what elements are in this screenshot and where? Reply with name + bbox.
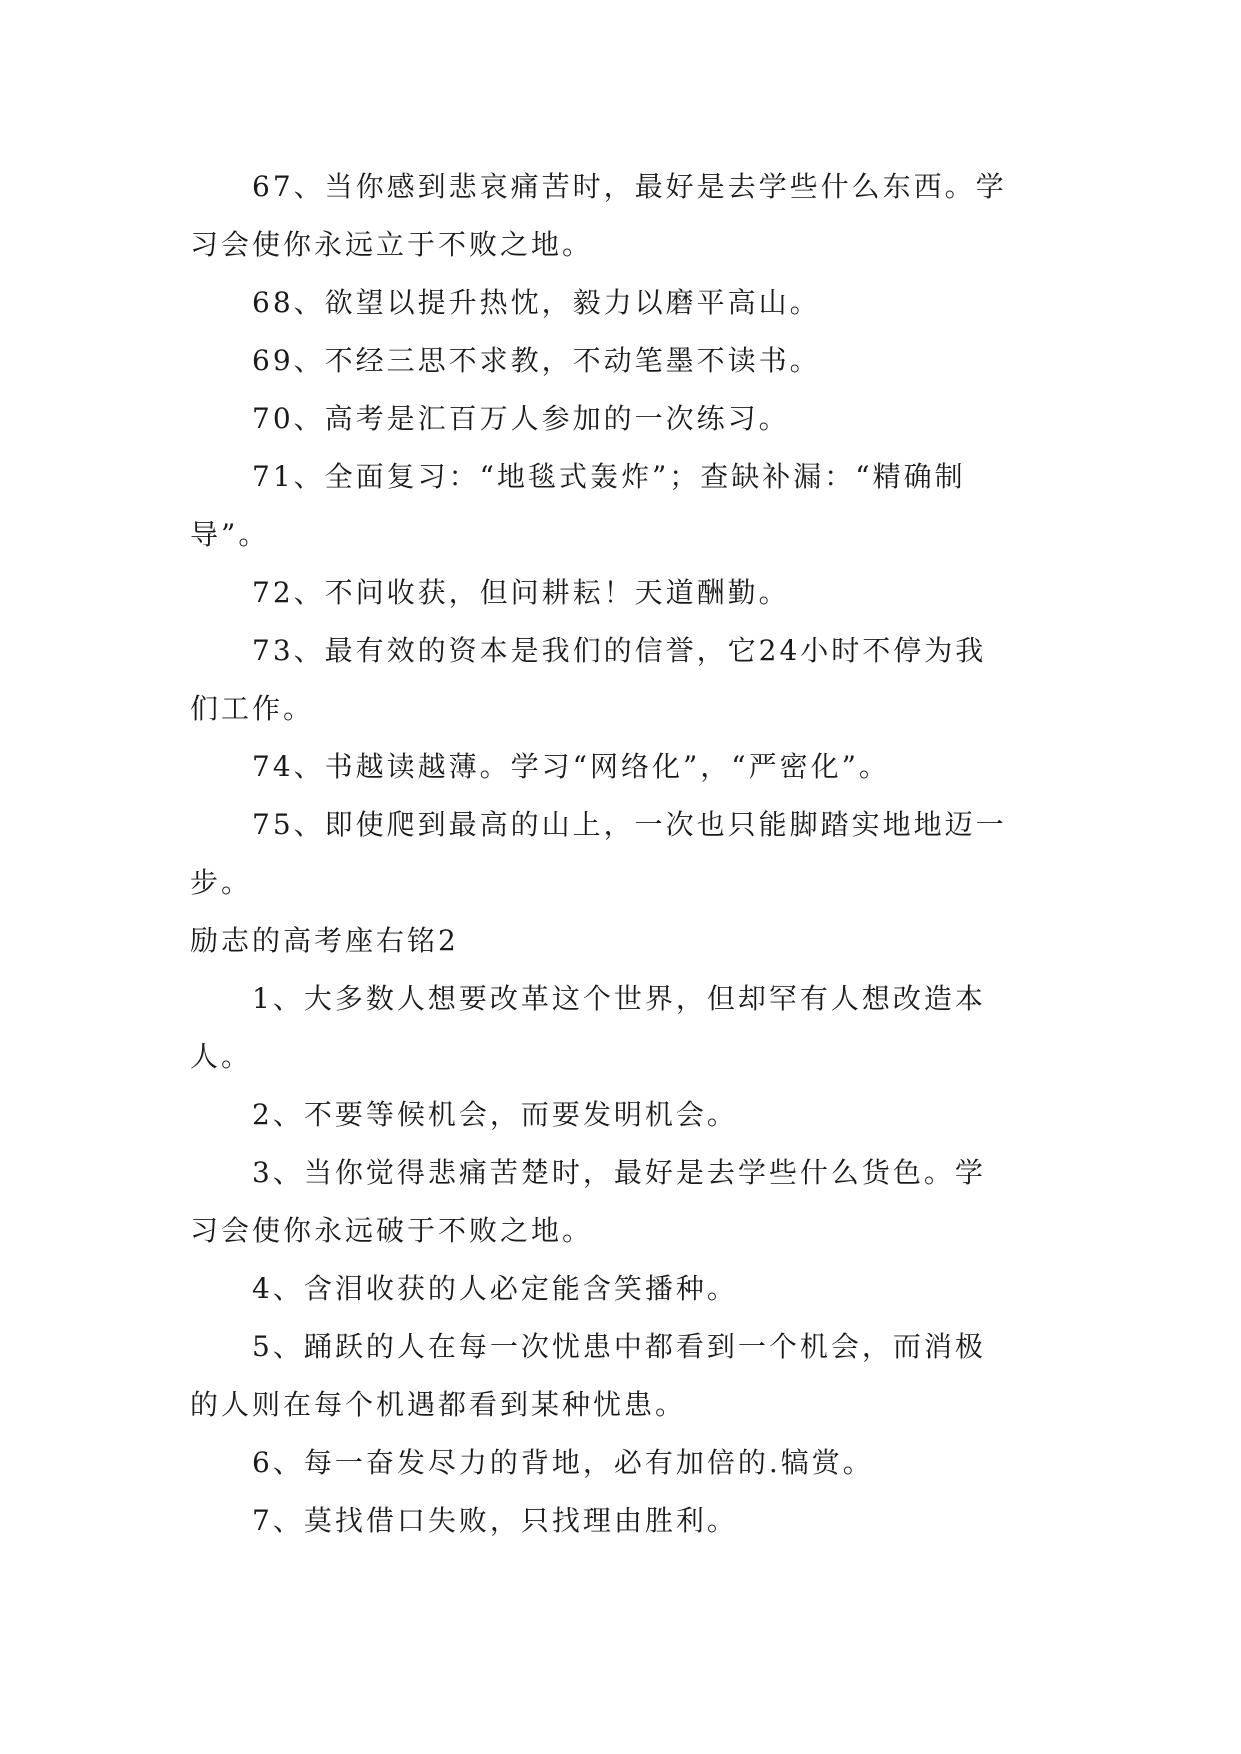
motto-item-71: 71、全面复习：“地毯式轰炸”；查缺补漏：“精确制 导”。 [190, 460, 966, 551]
motto-item-67: 67、当你感到悲哀痛苦时，最好是去学些什么东西。学 习会使你永远立于不败之地。 [190, 170, 1007, 261]
motto-item-2: 2、不要等候机会，而要发明机会。 [252, 1098, 738, 1131]
section-heading: 励志的高考座右铭2 [190, 924, 459, 957]
motto-item-4: 4、含泪收获的人必定能含笑播种。 [252, 1272, 738, 1305]
motto-item-73: 73、最有效的资本是我们的信誉，它24小时不停为我 们工作。 [190, 634, 987, 725]
motto-item-74: 74、书越读越薄。学习“网络化”，“严密化”。 [252, 750, 890, 783]
motto-item-1: 1、大多数人想要改革这个世界，但却罕有人想改造本 人。 [190, 982, 986, 1073]
motto-item-69: 69、不经三思不求教，不动笔墨不读书。 [252, 344, 821, 377]
motto-item-75: 75、即使爬到最高的山上，一次也只能脚踏实地地迈一 步。 [190, 808, 1007, 899]
motto-item-70: 70、高考是汇百万人参加的一次练习。 [252, 402, 790, 435]
motto-item-68: 68、欲望以提升热忱，毅力以磨平高山。 [252, 286, 821, 319]
motto-item-7: 7、莫找借口失败，只找理由胜利。 [252, 1504, 738, 1537]
motto-item-6: 6、每一奋发尽力的背地，必有加倍的.犒赏。 [252, 1446, 874, 1479]
document-page [190, 158, 1058, 1550]
motto-item-3: 3、当你觉得悲痛苦楚时，最好是去学些什么货色。学 习会使你永远破于不败之地。 [190, 1156, 986, 1247]
motto-item-5: 5、踊跃的人在每一次忧患中都看到一个机会，而消极 的人则在每个机遇都看到某种忧患。 [190, 1330, 986, 1421]
motto-item-72: 72、不问收获，但问耕耘！天道酬勤。 [252, 576, 790, 609]
